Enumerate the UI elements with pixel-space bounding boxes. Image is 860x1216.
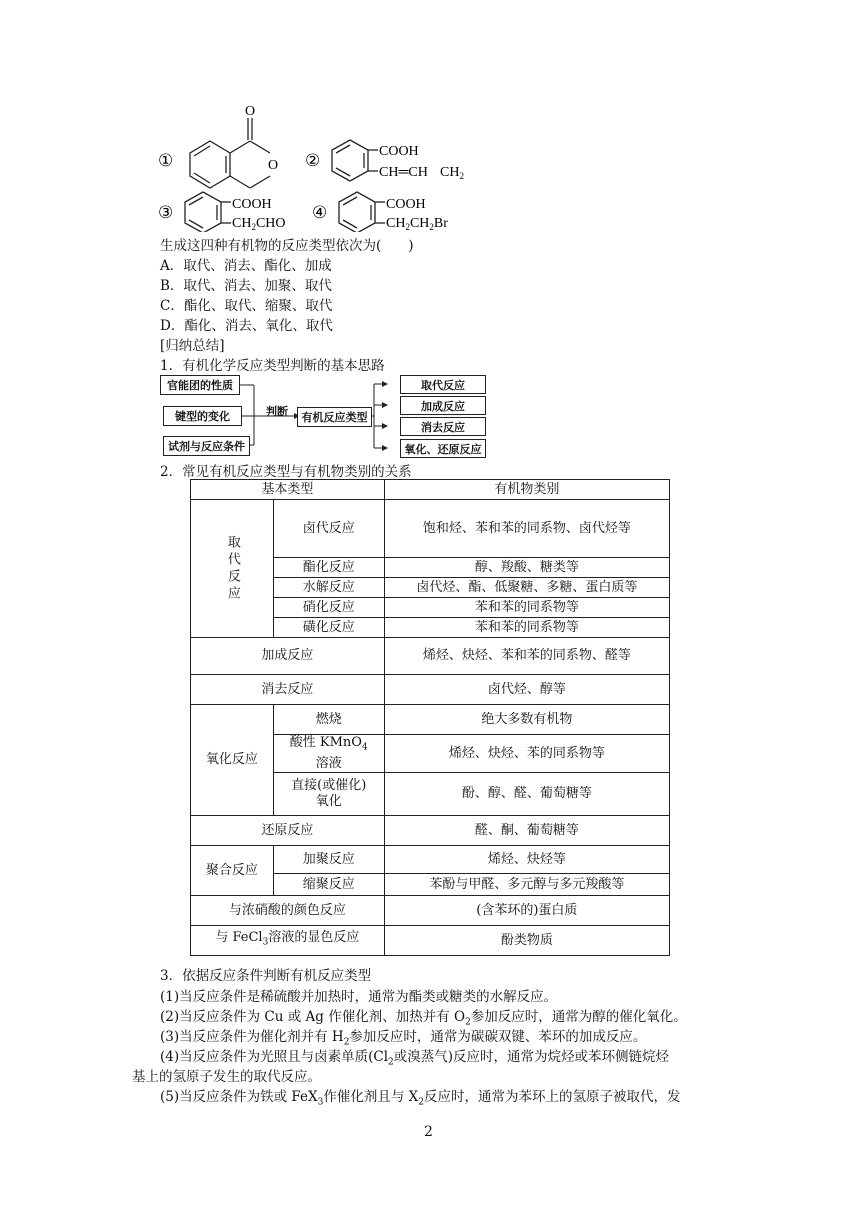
- paragraph-5: (5)当反应条件为铁或 FeX$_3$作催化剂且与 $X_2$反应时，通常为苯环上的氢原子被取代，发: [160, 1089, 681, 1108]
- option-c[interactable]: C．酯化、取代、缩聚、取代: [160, 298, 333, 314]
- input-reagent-condition: 试剂与反应条件: [163, 436, 250, 456]
- s3-cooh: COOH: [232, 197, 272, 212]
- table-cell: 苯和苯的同系物等: [384, 618, 669, 638]
- table-row: [191, 500, 670, 558]
- table-cell: 与 FeCl$_3$溶液的显色反应: [191, 926, 385, 956]
- paragraph-4: (4)当反应条件为光照且与卤素单质($Cl_2$或溴蒸气)反应时，通常为烷烃或苯环侧链烷烃: [160, 1049, 670, 1068]
- section1-title: 1．有机化学反应类型判断的基本思路: [160, 358, 385, 374]
- table-row: [191, 846, 670, 874]
- structure-1: [190, 118, 270, 188]
- option-d[interactable]: D．酯化、消去、氧化、取代: [160, 318, 333, 334]
- table-cell: 消去反应: [191, 675, 385, 705]
- table-row: [191, 816, 670, 846]
- table-cell: 饱和烃、苯和苯的同系物、卤代烃等: [384, 500, 669, 558]
- structure-3: [185, 192, 231, 232]
- label-4: ④: [312, 203, 328, 222]
- table-cell: 燃烧: [273, 705, 384, 735]
- label-1: ①: [158, 151, 174, 170]
- table-row: [191, 926, 670, 956]
- table-cell: 苯和苯的同系物等: [384, 598, 669, 618]
- table-cell: 酯化反应: [273, 558, 384, 578]
- input-functional-group: 官能团的性质: [160, 375, 240, 395]
- table-cell: 酚、醇、醛、葡萄糖等: [384, 773, 669, 816]
- table-cell: 绝大多数有机物: [384, 705, 669, 735]
- summary-heading: [归纳总结]: [160, 338, 225, 354]
- table-cell: 直接(或催化) 氧化: [273, 773, 384, 816]
- structure-2: [332, 140, 378, 181]
- table-cell: 酚类物质: [384, 926, 669, 956]
- option-a[interactable]: A．取代、消去、酯化、加成: [160, 258, 332, 274]
- label-3: ③: [158, 203, 174, 222]
- table-cell: 磺化反应: [273, 618, 384, 638]
- table-cell: 醛、酮、葡萄糖等: [384, 816, 669, 846]
- label-2: ②: [305, 151, 321, 170]
- section3-title: 3．依据反应条件判断有机反应类型: [160, 968, 372, 984]
- table-cell: 烯烃、炔烃、苯的同系物等: [384, 735, 669, 773]
- table-cell: 醇、羧酸、糖类等: [384, 558, 669, 578]
- output-redox: 氧化、还原反应: [400, 439, 486, 458]
- option-b[interactable]: B．取代、消去、加聚、取代: [160, 278, 332, 294]
- table-cell: 卤代反应: [273, 500, 384, 558]
- paragraph-2: (2)当反应条件为 Cu 或 Ag 作催化剂、加热并有 $O_2$参加反应时，通常为醇的催化氧化。: [160, 1009, 687, 1028]
- table-row: [191, 896, 670, 926]
- table-row: [191, 638, 670, 675]
- table-cell: 缩聚反应: [273, 874, 384, 896]
- paragraph-3: (3)当反应条件为催化剂并有 $H_2$参加反应时，通常为碳碳双键、苯环的加成反应。: [160, 1029, 647, 1048]
- s1-oxygen-ring: O: [268, 158, 279, 173]
- table-cell: 加聚反应: [273, 846, 384, 874]
- structure-4: [339, 192, 385, 232]
- table-cell: 还原反应: [191, 816, 385, 846]
- reaction-type-table: [190, 479, 670, 956]
- center-reaction-type: 有机反应类型: [297, 407, 372, 427]
- table-cell: 烯烃、炔烃等: [384, 846, 669, 874]
- s4-chain: $CH_2CH_2Br$: [386, 216, 448, 232]
- table-cell: 卤代烃、醇等: [384, 675, 669, 705]
- substitution-label: 取代反应: [191, 500, 274, 638]
- table-cell: 酸性 KMnO$_4$ 溶液: [273, 735, 384, 773]
- output-addition: 加成反应: [400, 396, 486, 415]
- table-cell: 卤代烃、酯、低聚糖、多糖、蛋白质等: [384, 578, 669, 598]
- table-row: [191, 675, 670, 705]
- table-cell: 与浓硝酸的颜色反应: [191, 896, 385, 926]
- s4-cooh: COOH: [386, 197, 426, 212]
- table-row: [191, 705, 670, 735]
- structure-figures: [150, 96, 480, 232]
- question-stem: 生成这四种有机物的反应类型依次为( ): [160, 238, 414, 254]
- table-cell: 硝化反应: [273, 598, 384, 618]
- output-elimination: 消去反应: [400, 417, 486, 436]
- s2-ch2: $CH_2$: [440, 165, 464, 181]
- table-cell: 苯酚与甲醛、多元醇与多元羧酸等: [384, 874, 669, 896]
- s3-chain: $CH_2CHO$: [232, 216, 286, 232]
- s2-vinyl: CH═CH: [379, 165, 428, 180]
- table-cell: (含苯环的)蛋白质: [384, 896, 669, 926]
- input-bond-change: 键型的变化: [163, 406, 242, 426]
- table-cell: 加成反应: [191, 638, 385, 675]
- paragraph-4-cont: 基上的氢原子发生的取代反应。: [132, 1069, 321, 1085]
- s1-oxygen-top: O: [245, 104, 256, 119]
- table-header-row: [191, 480, 670, 500]
- page-number: 2: [424, 1124, 433, 1140]
- table-cell: 烯烃、炔烃、苯和苯的同系物、醛等: [384, 638, 669, 675]
- judge-label: 判断: [266, 405, 288, 418]
- oxidation-label: 氧化反应: [191, 705, 274, 816]
- table-cell: 水解反应: [273, 578, 384, 598]
- s2-cooh: COOH: [379, 144, 419, 159]
- section2-title: 2．常见有机反应类型与有机物类别的关系: [160, 464, 412, 480]
- output-substitution: 取代反应: [400, 375, 486, 394]
- polymer-label: 聚合反应: [191, 846, 274, 896]
- header-organic-class: 有机物类别: [384, 480, 669, 500]
- paragraph-1: (1)当反应条件是稀硫酸并加热时，通常为酯类或糖类的水解反应。: [160, 989, 558, 1005]
- header-basic-type: 基本类型: [191, 480, 385, 500]
